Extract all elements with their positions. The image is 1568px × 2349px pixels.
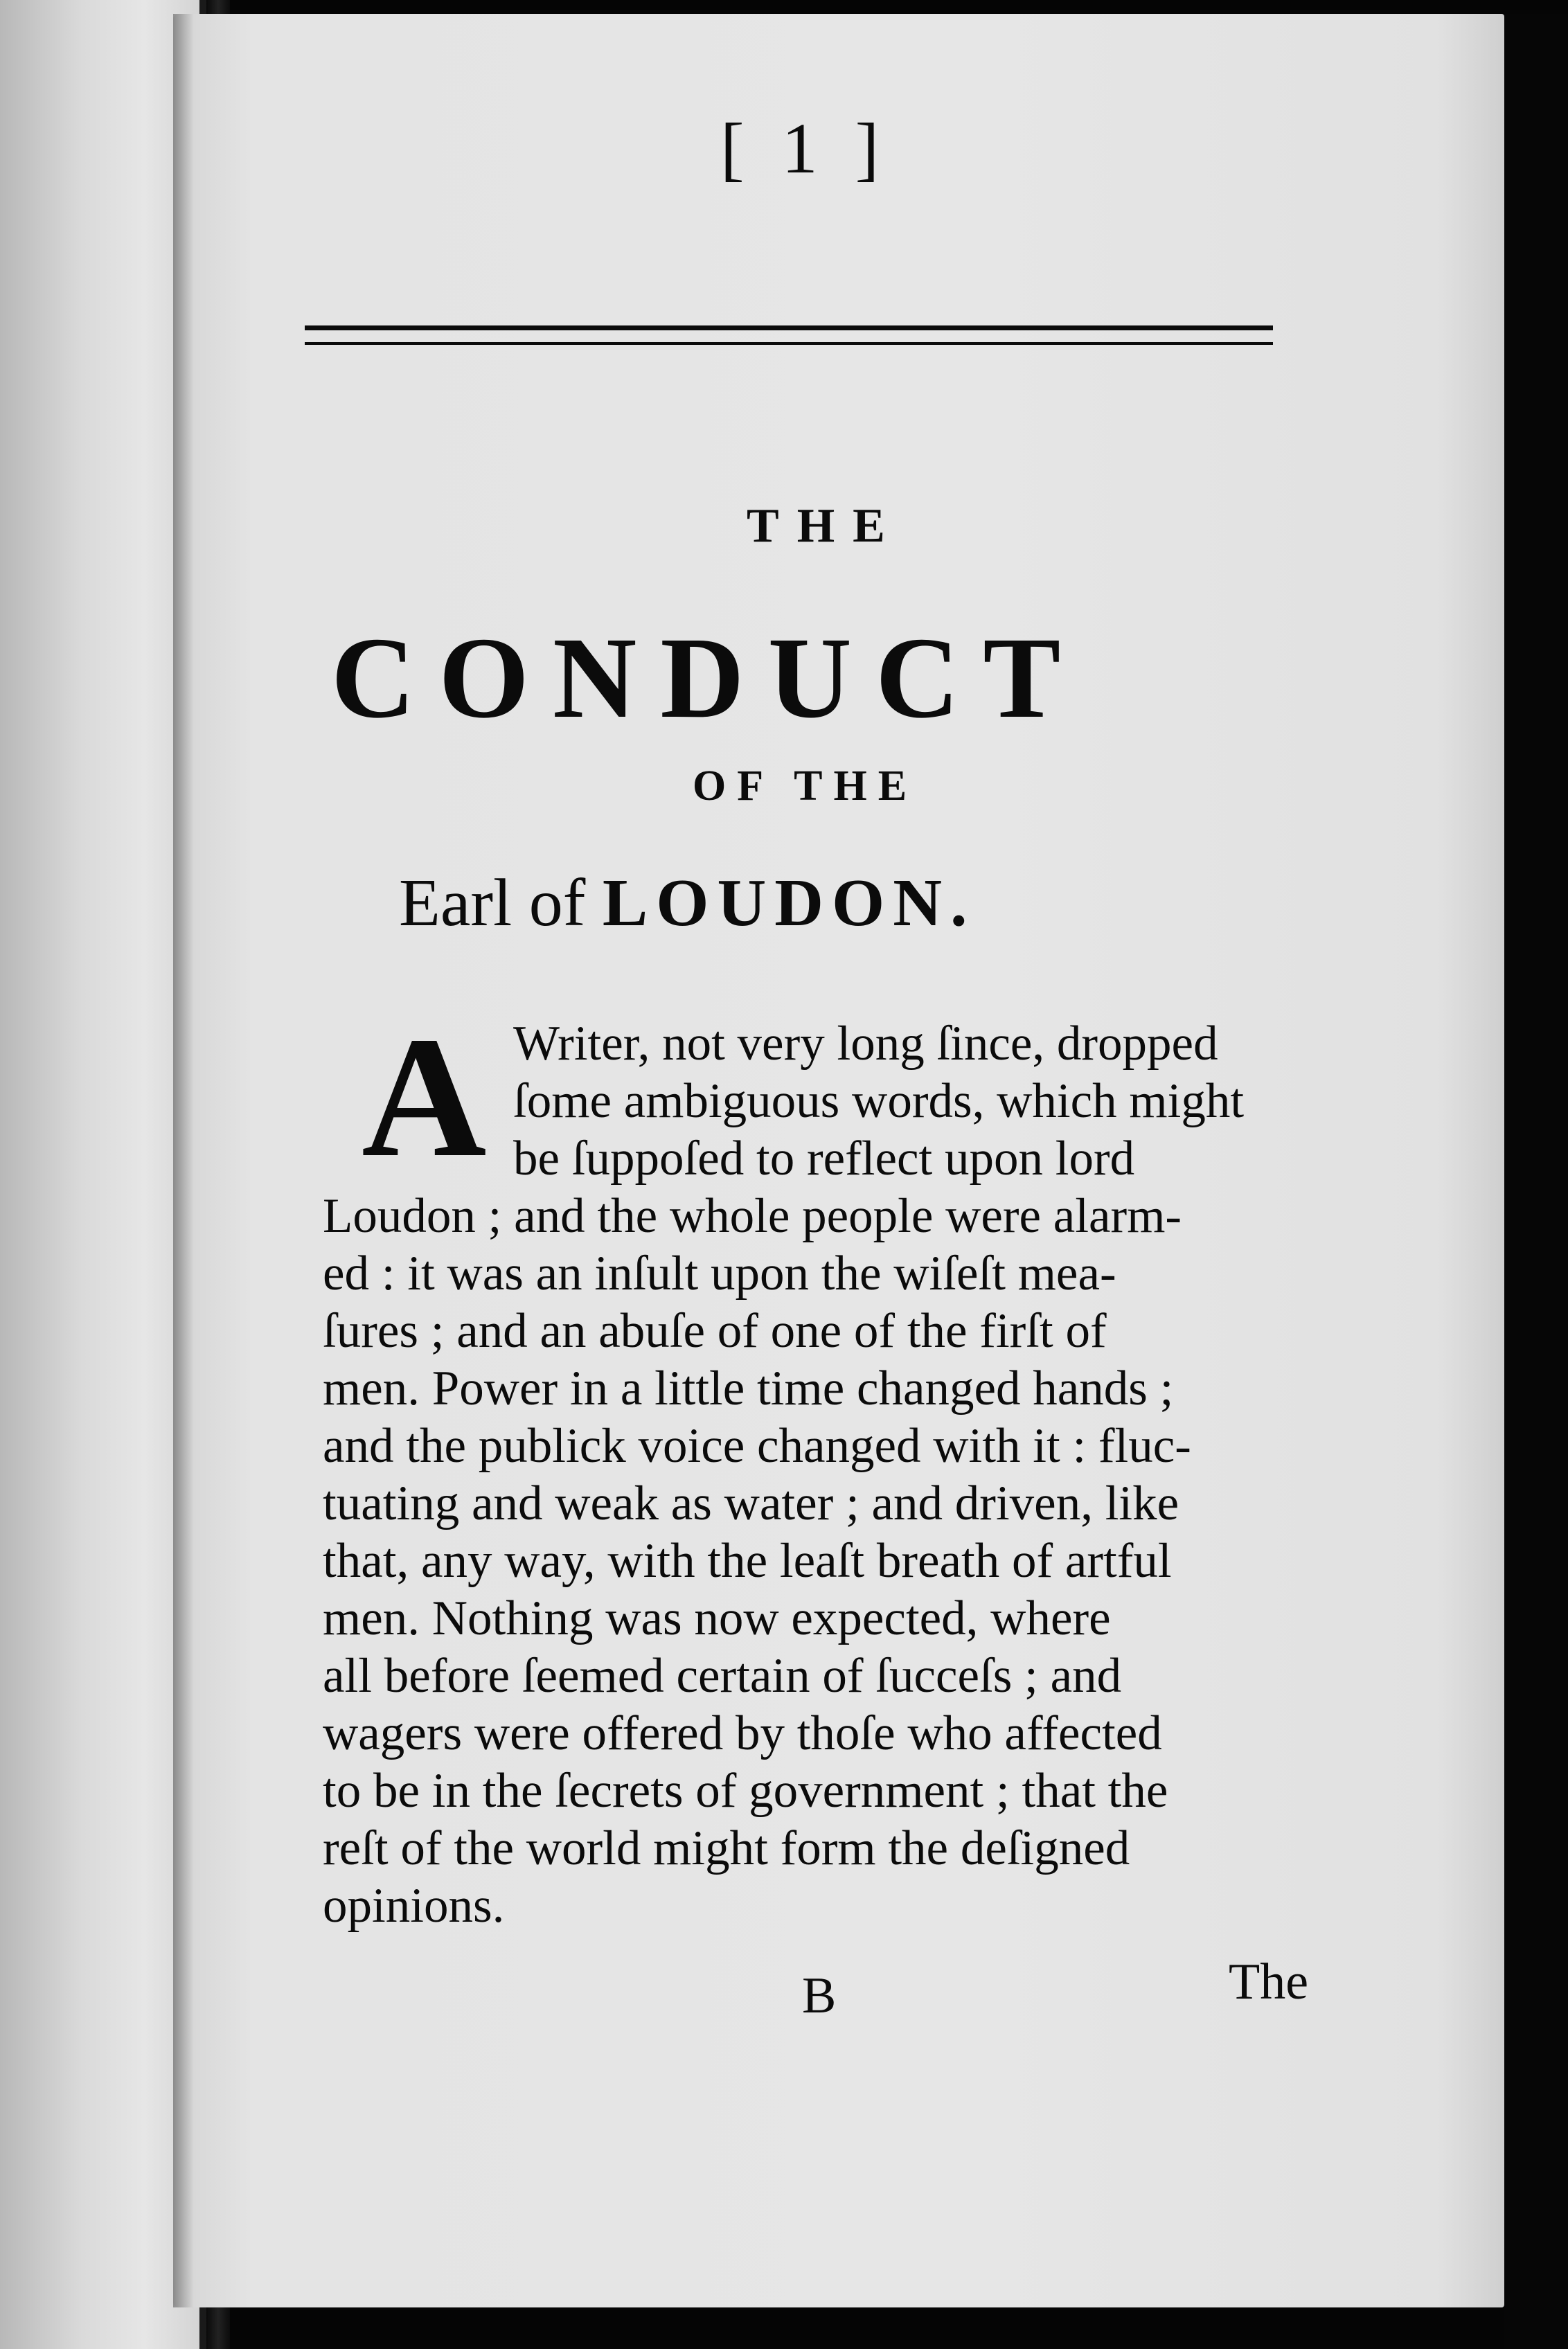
body-line: ed : it was an inſult upon the wiſeſt mea- [323,1247,1116,1301]
body-line: tuating and weak as water ; and driven, like [323,1476,1179,1530]
page-shadow [173,14,194,2307]
body-line: wagers were offered by thoſe who affected [323,1706,1162,1760]
body-line: Loudon ; and the whole people were alarm- [323,1189,1182,1243]
body-line: men. Nothing was now expected, where [323,1591,1111,1645]
signature-mark: B [802,1967,837,2024]
body-line: ſome ambiguous words, which might [513,1074,1245,1128]
title-earl-of: Earl of [399,866,586,940]
body-line: ſures ; and an abuſe of one of the firſt of [323,1304,1107,1358]
title-the: THE [747,499,903,553]
body-line: to be in the ſecrets of government ; that the [323,1764,1168,1818]
page-number: [ 1 ] [720,109,889,188]
page-right-border [1504,14,1568,2349]
body-line: and the publick voice changed with it : fluc- [323,1419,1191,1473]
body-line: that, any way, with the leaſt breath of artful [323,1534,1172,1588]
body-line: all before ſeemed certain of ſucceſs ; and [323,1649,1122,1703]
body-paragraph [323,1015,1313,1935]
header-rule-thin [305,342,1273,345]
body-line: men. Power in a little time changed hands ; [323,1361,1174,1415]
body-line: Writer, not very long ſince, dropped [513,1017,1218,1071]
drop-cap: A [362,1001,487,1193]
title-loudon: LOUDON. [602,866,976,940]
title-of-the: OF THE [693,762,918,810]
body-line: reſt of the world might form the deſigned [323,1821,1130,1875]
title-conduct: CONDUCT [331,614,1085,742]
catchword: The [1229,1954,1309,2010]
title-earl-of-loudon [399,866,976,940]
body-line: be ſuppoſed to reflect upon lord [513,1132,1135,1186]
body-line: opinions. [323,1879,505,1933]
header-rule-thick [305,325,1273,330]
